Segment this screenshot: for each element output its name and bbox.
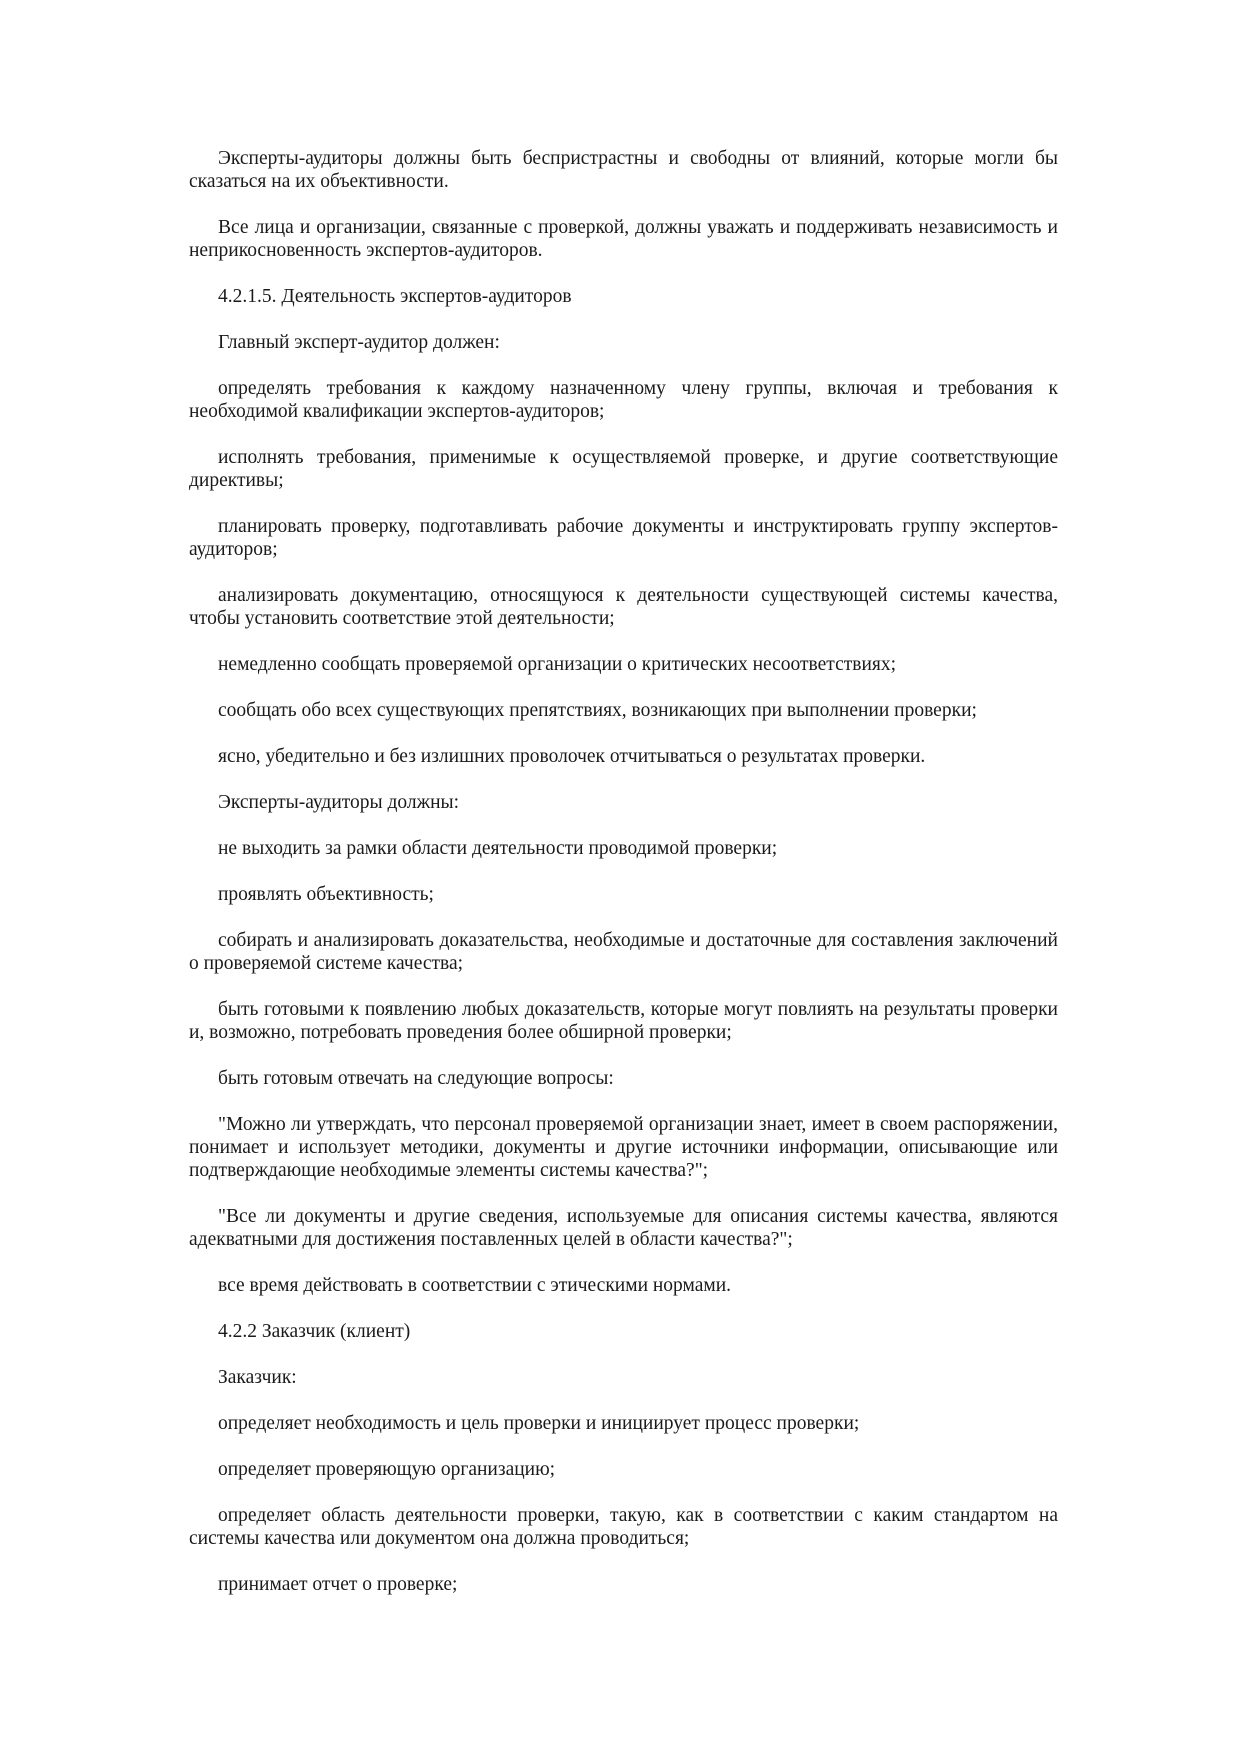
quoted-question: "Все ли документы и другие сведения, используемые для описания системы качества, являются адекватными для достижения поставленных целей в области качества?"; — [189, 1206, 1058, 1250]
list-item: принимает отчет о проверке; — [218, 1574, 458, 1595]
list-item: не выходить за рамки области деятельности проводимой проверки; — [218, 838, 778, 859]
list-item: исполнять требования, применимые к осуществляемой проверке, и другие соответствующие директивы; — [189, 447, 1058, 491]
list-item: планировать проверку, подготавливать рабочие документы и инструктировать группу экспертов-аудиторов; — [189, 516, 1058, 560]
paragraph-client-intro: Заказчик: — [218, 1367, 297, 1388]
paragraph-auditors-intro: Эксперты-аудиторы должны: — [218, 792, 460, 813]
document-page — [189, 147, 1058, 1619]
list-item: быть готовым отвечать на следующие вопросы: — [218, 1068, 614, 1089]
list-item: все время действовать в соответствии с этическими нормами. — [218, 1275, 732, 1296]
list-item: определяет проверяющую организацию; — [218, 1459, 556, 1480]
list-item: анализировать документацию, относящуюся к деятельности существующей системы качества, чтобы установить соответствие этой деятельности; — [189, 585, 1058, 629]
list-item: немедленно сообщать проверяемой организации о критических несоответствиях; — [218, 654, 897, 675]
list-item: проявлять объективность; — [218, 884, 434, 905]
list-item: сообщать обо всех существующих препятствиях, возникающих при выполнении проверки; — [218, 700, 977, 721]
quoted-question: "Можно ли утверждать, что персонал проверяемой организации знает, имеет в своем распоряжении, понимает и использует методики, документы и другие источники информации, описывающие или подтверждающие необходимые элементы системы качества?"; — [189, 1114, 1058, 1181]
list-item: ясно, убедительно и без излишних проволочек отчитываться о результатах проверки. — [218, 746, 926, 767]
paragraph-lead-auditor-intro: Главный эксперт-аудитор должен: — [218, 332, 500, 353]
list-item: определяет область деятельности проверки, такую, как в соответствии с каким стандартом на системы качества или документом она должна проводиться; — [189, 1505, 1058, 1549]
list-item: определяет необходимость и цель проверки и инициирует процесс проверки; — [218, 1413, 860, 1434]
list-item: собирать и анализировать доказательства, необходимые и достаточные для составления заключений о проверяемой системе качества; — [189, 930, 1058, 974]
list-item: быть готовыми к появлению любых доказательств, которые могут повлиять на результаты проверки и, возможно, потребовать проведения более обширной проверки; — [189, 999, 1058, 1043]
section-heading-4-2-2: 4.2.2 Заказчик (клиент) — [218, 1321, 411, 1342]
paragraph-auditors-impartiality: Эксперты-аудиторы должны быть беспристрастны и свободны от влияний, которые могли бы сказаться на их объективности. — [189, 148, 1058, 192]
section-heading-4-2-1-5: 4.2.1.5. Деятельность экспертов-аудиторов — [218, 286, 572, 307]
list-item: определять требования к каждому назначенному члену группы, включая и требования к необходимой квалификации экспертов-аудиторов; — [189, 378, 1058, 422]
paragraph-independence: Все лица и организации, связанные с проверкой, должны уважать и поддерживать независимость и неприкосновенность экспертов-аудиторов. — [189, 217, 1058, 261]
